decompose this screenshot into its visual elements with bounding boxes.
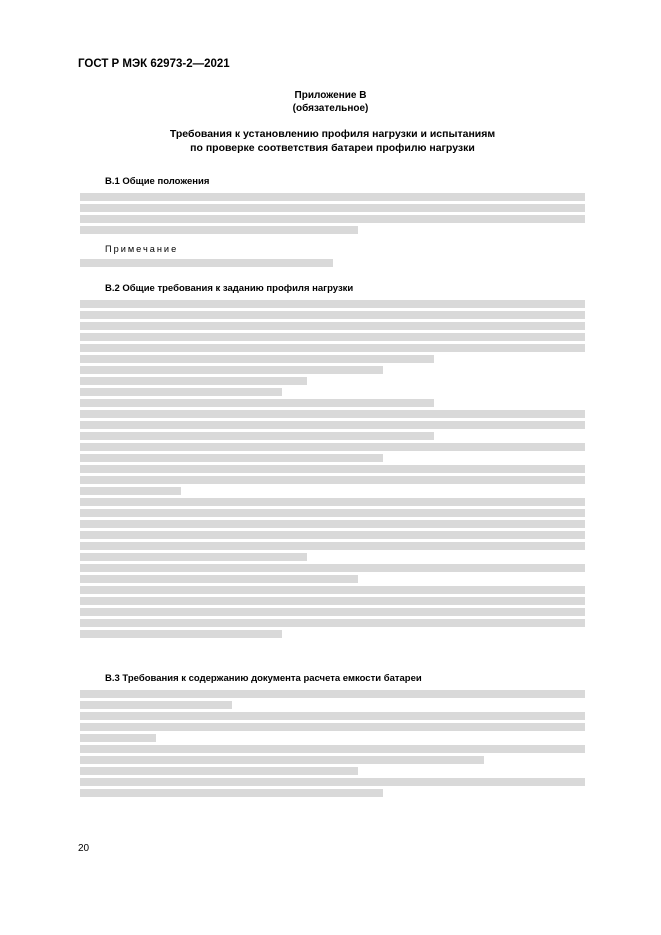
text-line-placeholder	[80, 690, 585, 698]
text-line-placeholder	[80, 333, 585, 341]
text-line-placeholder	[80, 520, 585, 528]
section-b3-body	[80, 687, 585, 800]
appendix-label: Приложение В	[294, 90, 367, 101]
text-line-placeholder	[80, 575, 358, 583]
section-b2-body	[80, 297, 585, 641]
text-line-placeholder	[80, 226, 358, 234]
text-line-placeholder	[80, 204, 585, 212]
text-line-placeholder	[80, 734, 156, 742]
appendix-status: (обязательное)	[292, 103, 369, 114]
text-line-placeholder	[80, 723, 585, 731]
text-line-placeholder	[80, 410, 585, 418]
text-line-placeholder	[80, 344, 585, 352]
text-line-placeholder	[80, 498, 585, 506]
text-line-placeholder	[80, 355, 434, 363]
text-line-placeholder	[80, 767, 358, 775]
text-line-placeholder	[80, 476, 585, 484]
text-line-placeholder	[80, 366, 383, 374]
text-line-placeholder	[80, 388, 282, 396]
text-line-placeholder	[80, 377, 307, 385]
note-label: Примечание	[105, 244, 179, 254]
text-line-placeholder	[80, 421, 585, 429]
section-b1-body	[80, 190, 585, 237]
text-line-placeholder	[80, 487, 181, 495]
text-line-placeholder	[80, 745, 585, 753]
appendix-title-line-2: по проверке соответствия батареи профилю нагрузки	[190, 142, 475, 154]
text-line-placeholder	[80, 586, 585, 594]
document-standard-code: ГОСТ Р МЭК 62973-2—2021	[78, 58, 230, 70]
section-b3-heading: В.3 Требования к содержанию документа расчета емкости батареи	[105, 673, 422, 684]
text-line-placeholder	[80, 311, 585, 319]
text-line-placeholder	[80, 630, 282, 638]
text-line-placeholder	[80, 259, 333, 267]
text-line-placeholder	[80, 608, 585, 616]
text-line-placeholder	[80, 509, 585, 517]
section-b1-note	[80, 244, 585, 270]
appendix-title-line-1: Требования к установлению профиля нагрузки и испытаниям	[169, 128, 496, 140]
text-line-placeholder	[80, 465, 585, 473]
text-line-placeholder	[80, 789, 383, 797]
text-line-placeholder	[80, 756, 484, 764]
text-line-placeholder	[80, 193, 585, 201]
text-line-placeholder	[80, 443, 585, 451]
text-line-placeholder	[80, 399, 434, 407]
text-line-placeholder	[80, 619, 585, 627]
text-line-placeholder	[80, 701, 232, 709]
text-line-placeholder	[80, 215, 585, 223]
text-line-placeholder	[80, 597, 585, 605]
text-line-placeholder	[80, 322, 585, 330]
text-line-placeholder	[80, 553, 307, 561]
text-line-placeholder	[80, 454, 383, 462]
section-b1-heading: В.1 Общие положения	[105, 176, 210, 187]
text-line-placeholder	[80, 432, 434, 440]
text-line-placeholder	[80, 712, 585, 720]
text-line-placeholder	[80, 531, 585, 539]
text-line-placeholder	[80, 778, 585, 786]
page-number: 20	[78, 843, 90, 854]
text-line-placeholder	[80, 542, 585, 550]
section-b2-heading: В.2 Общие требования к заданию профиля нагрузки	[105, 283, 354, 294]
text-line-placeholder	[80, 300, 585, 308]
text-line-placeholder	[80, 564, 585, 572]
